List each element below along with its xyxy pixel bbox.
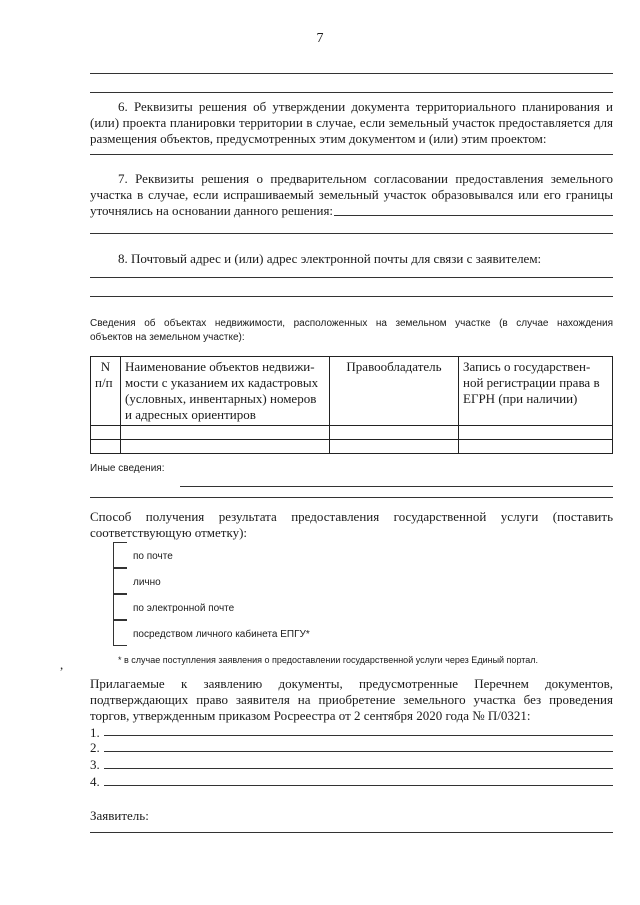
attachment-input-line[interactable]	[104, 785, 613, 786]
realty-intro-line-1: Сведения об объектах недвижимости, расположенных на земельном участке (в случае нахождения	[90, 318, 613, 329]
table-cell[interactable]	[91, 440, 121, 454]
attachments-intro-line-3: торгов, утвержденным приказом Росреестра от 2 сентября 2020 года № П/0321:	[90, 708, 531, 723]
header-text: Наименование объектов недвижи-	[125, 359, 315, 374]
header-text: Запись о государствен-	[463, 359, 591, 374]
table-cell[interactable]	[330, 440, 459, 454]
table-row	[91, 440, 613, 454]
header-text: (условных, инвентарных) номеров	[125, 391, 317, 406]
header-text: мости с указанием их кадастровых	[125, 375, 319, 390]
attachments-intro-line-2: подтверждающих право заявителя на приобретение земельного участка без проведения	[90, 692, 613, 707]
section7-line-2: участка в случае, если испрашиваемый земельный участок образовывался или его границы	[90, 187, 613, 202]
attachment-number: 1.	[90, 725, 100, 740]
col-owner-header	[330, 357, 459, 426]
blank-line	[90, 92, 613, 93]
applicant-label: Заявитель:	[90, 808, 149, 823]
method-intro-line-2: соответствующую отметку):	[90, 525, 248, 540]
input-line[interactable]	[334, 215, 613, 216]
blank-line	[90, 296, 613, 297]
table-cell[interactable]	[121, 426, 330, 440]
header-text: ной регистрации права в	[463, 375, 600, 390]
input-line[interactable]	[180, 486, 613, 487]
table-cell[interactable]	[330, 426, 459, 440]
checkbox-epgu[interactable]	[113, 620, 127, 646]
header-text: ЕГРН (при наличии)	[463, 391, 578, 406]
blank-line	[90, 497, 613, 498]
checkbox-mail[interactable]	[113, 542, 127, 568]
applicant-signature-line[interactable]	[90, 832, 613, 833]
margin-mark: ,	[60, 657, 64, 672]
checkbox-in-person[interactable]	[113, 568, 127, 594]
option-email-label: по электронной почте	[133, 603, 235, 614]
table-cell[interactable]	[459, 426, 613, 440]
option-epgu-label: посредством личного кабинета ЕПГУ*	[133, 629, 310, 640]
option-in-person-label: лично	[133, 577, 161, 588]
blank-line	[90, 154, 613, 155]
attachment-input-line[interactable]	[104, 735, 613, 736]
attachment-number: 3.	[90, 757, 100, 772]
page-number: 7	[316, 31, 324, 46]
attachment-number: 2.	[90, 740, 100, 755]
table-cell[interactable]	[459, 440, 613, 454]
attachments-intro-line-1: Прилагаемые к заявлению документы, предусмотренные Перечнем документов,	[90, 676, 613, 691]
attachment-input-line[interactable]	[104, 751, 613, 752]
section8-text: 8. Почтовый адрес и (или) адрес электронной почты для связи с заявителем:	[118, 251, 542, 266]
col-name-header	[121, 357, 330, 426]
section6-line-3: размещения объектов, предусмотренных этим документом и (или) этим проектом:	[90, 131, 547, 146]
table-cell[interactable]	[91, 426, 121, 440]
method-intro-line-1: Способ получения результата предоставления государственной услуги (поставить	[90, 509, 613, 524]
col-number-header	[91, 357, 121, 426]
checkbox-email[interactable]	[113, 594, 127, 620]
section7-line-1: 7. Реквизиты решения о предварительном согласовании предоставления земельного	[118, 171, 613, 186]
blank-line	[90, 277, 613, 278]
section6-line-1: 6. Реквизиты решения об утверждении документа территориального планирования и	[118, 99, 613, 114]
header-text: N	[100, 359, 111, 374]
section6-line-2: (или) проекта планировки территории в случае, если земельный участок предоставляется для	[90, 115, 613, 130]
header-text: п/п	[95, 375, 113, 390]
realty-table	[90, 356, 613, 454]
section7-line-3: уточнялись на основании данного решения:	[90, 203, 334, 218]
blank-line	[90, 233, 613, 234]
table-row	[91, 426, 613, 440]
epgu-footnote: * в случае поступления заявления о предоставлении государственной услуги через Единый портал.	[118, 655, 539, 665]
other-info-label: Иные сведения:	[90, 463, 165, 474]
blank-line	[90, 73, 613, 74]
col-registry-header	[459, 357, 613, 426]
table-header-row	[91, 357, 613, 426]
attachment-number: 4.	[90, 774, 100, 789]
realty-intro-line-2: объектов на земельном участке):	[90, 332, 245, 343]
header-text: и адресных ориентиров	[125, 407, 256, 422]
header-text: Правообладатель	[346, 359, 442, 374]
table-cell[interactable]	[121, 440, 330, 454]
option-mail-label: по почте	[133, 551, 173, 562]
attachment-input-line[interactable]	[104, 768, 613, 769]
